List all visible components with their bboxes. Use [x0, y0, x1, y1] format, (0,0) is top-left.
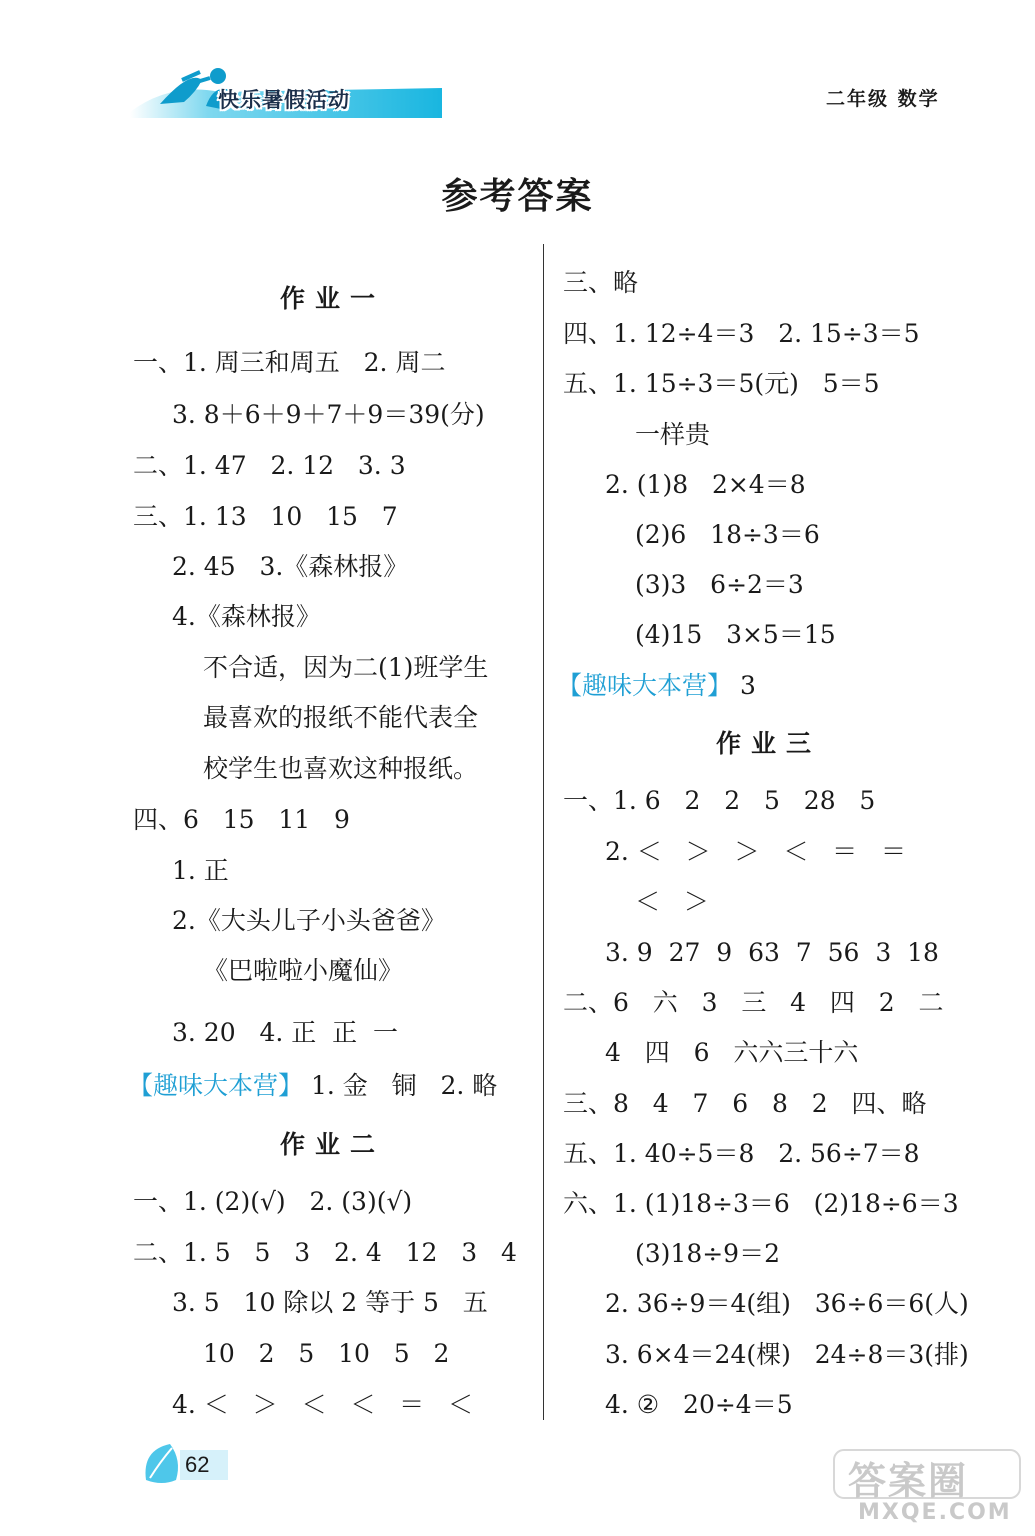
answer-line: 二、1. 5 5 3 2. 4 12 3 4	[133, 1238, 517, 1267]
answer-line: (2)6 18÷3＝6	[635, 520, 820, 549]
answer-line: ＜ ＞	[635, 887, 709, 916]
answer-line: 五、1. 15÷3＝5(元) 5＝5	[563, 369, 880, 398]
answer-line: 4. ＜ ＞ ＜ ＜ ＝ ＜	[172, 1390, 474, 1419]
fun-section-tag: 【趣味大本营】	[557, 671, 733, 700]
page-number: 62	[185, 1452, 210, 1477]
answer-line: 四、6 15 11 9	[133, 805, 350, 834]
watermark-text: 答案圈	[848, 1459, 969, 1503]
answer-line: 《巴啦啦小魔仙》	[203, 956, 404, 985]
column-divider	[543, 244, 544, 1420]
answer-line: 4 四 6 六六三十六	[605, 1038, 859, 1067]
answer-line: 校学生也喜欢这种报纸。	[203, 754, 479, 783]
answer-line: 四、1. 12÷4＝3 2. 15÷3＝5	[563, 319, 920, 348]
answer-line: 3. 8＋6＋9＋7＋9＝39(分)	[172, 400, 485, 429]
section-heading: 作业三	[716, 729, 822, 758]
answer-line: (3)18÷9＝2	[635, 1239, 780, 1268]
answer-line: 三、8 4 7 6 8 2 四、略	[563, 1089, 927, 1118]
answer-line: 2. (1)8 2×4＝8	[605, 470, 806, 499]
answer-line: 一、1. 周三和周五 2. 周二	[133, 348, 446, 377]
fun-section-answer	[128, 1069, 497, 1103]
answer-line: 一、1. (2)(√) 2. (3)(√)	[133, 1187, 413, 1216]
answer-line: 一、1. 6 2 2 5 28 5	[563, 786, 876, 815]
watermark-url: MXQE.COM	[858, 1500, 1012, 1525]
answer-line: (3)3 6÷2＝3	[635, 570, 804, 599]
answer-text: 1. 金 铜 2. 略	[303, 1071, 498, 1100]
answer-line: 2. ＜ ＞ ＞ ＜ ＝ ＝	[605, 837, 907, 866]
section-heading: 作业一	[280, 284, 386, 313]
answer-line: 一样贵	[635, 420, 711, 449]
answer-line: 3. 5 10 除以 2 等于 5 五	[172, 1288, 488, 1317]
page-title: 参考答案	[441, 176, 594, 217]
fun-section-answer	[557, 669, 756, 703]
banner-title: 快乐暑假活动	[218, 88, 350, 112]
answer-line: 4. ② 20÷4＝5	[605, 1390, 793, 1419]
answer-line: 3. 9 27 9 63 7 56 3 18	[605, 938, 939, 967]
answer-line: 不合适，因为二(1)班学生	[203, 653, 489, 682]
answer-line: 五、1. 40÷5＝8 2. 56÷7＝8	[563, 1139, 920, 1168]
grade-subject: 二年级 数学	[826, 88, 940, 110]
answer-line: 3. 6×4＝24(棵) 24÷8＝3(排)	[605, 1340, 969, 1369]
answer-line: 2. 36÷9＝4(组) 36÷6＝6(人)	[605, 1289, 969, 1318]
answer-line: 1. 正	[172, 856, 229, 885]
answer-line: (4)15 3×5＝15	[635, 620, 836, 649]
answer-line: 二、1. 47 2. 12 3. 3	[133, 451, 406, 480]
fun-section-tag: 【趣味大本营】	[128, 1071, 304, 1100]
answer-line: 2.《大头儿子小头爸爸》	[172, 906, 446, 935]
answer-line: 4.《森林报》	[172, 602, 321, 631]
answer-line: 三、略	[563, 268, 639, 297]
answer-line: 二、6 六 3 三 4 四 2 二	[563, 988, 944, 1017]
answer-line: 3. 20 4. 正 正 一	[172, 1018, 399, 1047]
answer-line: 三、1. 13 10 15 7	[133, 502, 398, 531]
answer-line: 六、1. (1)18÷3＝6 (2)18÷6＝3	[563, 1189, 959, 1218]
answer-text: 3	[732, 671, 756, 700]
answer-line: 10 2 5 10 5 2	[203, 1339, 450, 1368]
section-heading: 作业二	[280, 1130, 386, 1159]
answer-line: 2. 45 3.《森林报》	[172, 552, 409, 581]
answer-line: 最喜欢的报纸不能代表全	[203, 703, 479, 732]
